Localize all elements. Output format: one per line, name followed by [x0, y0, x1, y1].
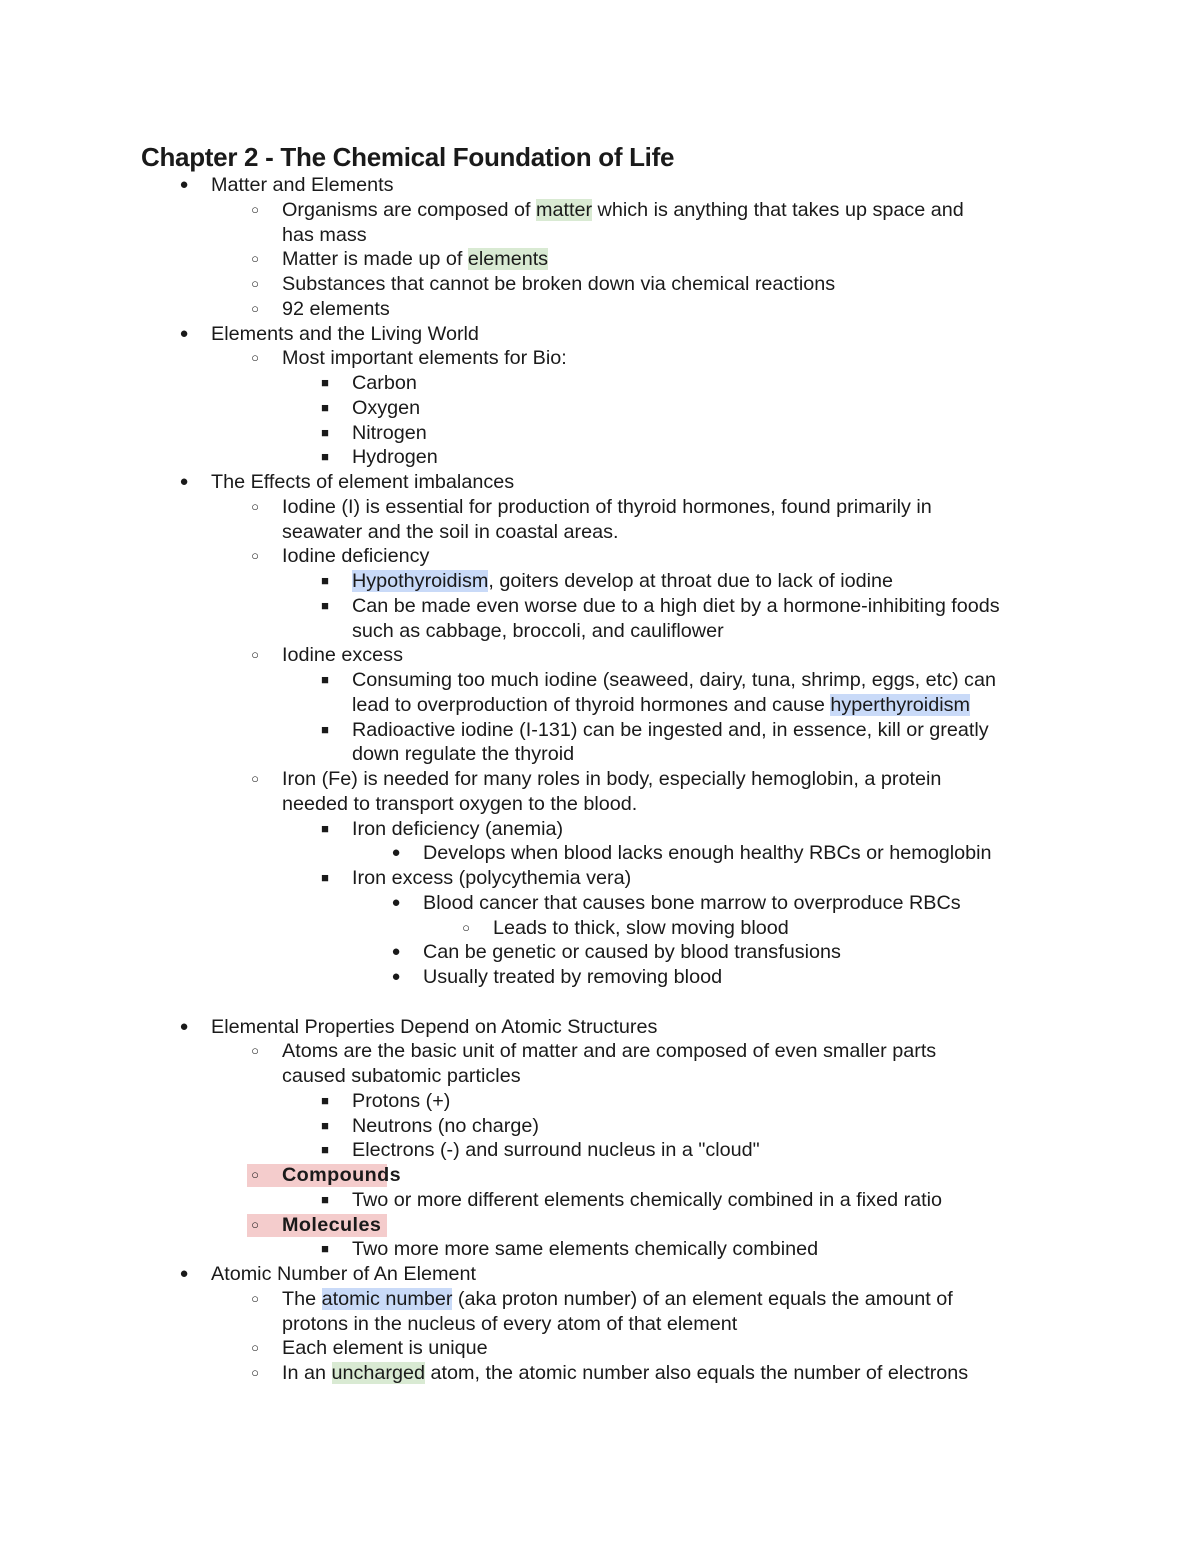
text-segment: seawater and the soil in coastal areas. [282, 520, 619, 543]
text-segment: Develops when blood lacks enough healthy RBCs or hemoglobin [423, 842, 992, 865]
outline-item-level-2 [0, 817, 1200, 842]
outline-item-level-2 [0, 866, 1200, 891]
outline-item-level-1 [0, 1312, 1200, 1337]
outline-item-level-2 [0, 1138, 1200, 1163]
outline-item-level-2 [0, 371, 1200, 396]
bullet-disc-icon: ● [391, 968, 401, 985]
bullet-circle-icon: ○ [251, 350, 259, 366]
text-segment: The [282, 1287, 322, 1310]
text-segment: Iodine excess [282, 644, 403, 667]
text-segment: Iodine (I) is essential for production of thyroid hormones, found primarily in [282, 495, 932, 518]
outline-item-level-1 [0, 1361, 1200, 1386]
outline-item-level-1 [0, 1287, 1200, 1312]
bullet-circle-icon: ○ [251, 276, 259, 291]
outline-item-level-0 [0, 322, 1200, 347]
text-segment: Iron (Fe) is needed for many roles in body, especially hemoglobin, a protein [282, 768, 942, 790]
outline-item-level-2 [0, 1089, 1200, 1114]
bullet-disc-icon: ● [179, 176, 189, 193]
highlighted-term: elements [467, 248, 549, 271]
outline-item-level-4 [0, 916, 1200, 941]
page-title: Chapter 2 - The Chemical Foundation of Life [141, 142, 675, 172]
text-segment: such as cabbage, broccoli, and cauliflower [352, 619, 724, 642]
highlighted-term: Hypothyroidism [352, 570, 489, 592]
item-text [423, 965, 722, 990]
outline-item-level-1 [0, 1163, 1200, 1188]
item-text [282, 1039, 936, 1064]
item-text [352, 1138, 760, 1163]
text-segment: In an [282, 1362, 332, 1384]
item-text [493, 916, 789, 941]
outline-item-level-3 [0, 940, 1200, 965]
bullet-square-icon: ■ [321, 375, 329, 390]
bullet-disc-icon: ● [179, 473, 189, 490]
bullet-circle-icon: ○ [251, 1167, 259, 1182]
item-text [352, 1114, 539, 1139]
outline-item-level-1 [0, 792, 1200, 817]
text-segment: Usually treated by removing blood [423, 966, 723, 988]
outline-item-level-1 [0, 247, 1200, 272]
outline-item-level-1 [0, 520, 1200, 545]
text-segment: lead to overproduction of thyroid hormones and cause [352, 693, 831, 716]
bullet-circle-icon: ○ [251, 771, 259, 786]
text-segment: has mass [282, 223, 367, 246]
outline-item-level-1 [0, 495, 1200, 520]
outline-item-level-1 [0, 544, 1200, 569]
bullet-circle-icon: ○ [251, 201, 259, 217]
bullet-disc-icon: ● [179, 1265, 189, 1282]
outline-item-level-1 [0, 643, 1200, 668]
outline-item-level-1 [0, 1064, 1200, 1089]
outline-item-level-2 [0, 445, 1200, 470]
item-text [423, 841, 992, 866]
outline-item-level-2 [0, 668, 1200, 693]
outline-item-level-0 [0, 173, 1200, 198]
item-text [282, 223, 367, 248]
item-text [211, 1262, 476, 1287]
text-segment: Elements and the Living World [211, 322, 479, 345]
text-segment: atom, the atomic number also equals the number of electrons [425, 1362, 969, 1384]
item-text [352, 421, 427, 446]
highlighted-term: matter [535, 198, 593, 221]
outline-item-level-0 [0, 1015, 1200, 1040]
text-segment: Iron deficiency (anemia) [352, 817, 564, 840]
item-text [282, 1361, 968, 1386]
outline-item-level-0 [0, 470, 1200, 495]
text-segment: down regulate the thyroid [352, 743, 575, 766]
bold-term: Molecules [282, 1213, 382, 1236]
text-segment: Can be made even worse due to a high diet by a hormone-inhibiting foods [352, 594, 1000, 617]
item-text [282, 1287, 953, 1312]
item-text [423, 891, 961, 916]
bullet-square-icon: ■ [321, 1191, 329, 1207]
bullet-circle-icon: ○ [251, 1340, 259, 1356]
text-segment: Protons (+) [352, 1089, 451, 1112]
item-text [352, 1188, 942, 1213]
text-segment: Can be genetic or caused by blood transfusions [423, 941, 841, 964]
item-text [282, 346, 567, 371]
outline-item-level-2 [0, 594, 1200, 619]
notes-outline [0, 173, 1200, 1386]
item-text [352, 396, 420, 421]
item-text [282, 1213, 381, 1238]
outline-item-level-1 [0, 1336, 1200, 1361]
item-text [282, 1163, 401, 1188]
text-segment: Radioactive iodine (I-131) can be ingested and, in essence, kill or greatly [352, 718, 989, 741]
bullet-square-icon: ■ [321, 672, 329, 687]
text-segment: Two or more different elements chemically combined in a fixed ratio [352, 1188, 943, 1211]
outline-item-level-1 [0, 297, 1200, 322]
item-text [282, 495, 932, 520]
bullet-square-icon: ■ [321, 573, 329, 588]
item-text [282, 297, 390, 322]
bullet-circle-icon: ○ [251, 498, 259, 514]
outline-item-level-2 [0, 421, 1200, 446]
item-text [282, 544, 429, 569]
bullet-square-icon: ■ [321, 1117, 329, 1133]
item-text [282, 1064, 521, 1089]
text-segment: Atoms are the basic unit of matter and are composed of even smaller parts [282, 1040, 937, 1063]
bullet-disc-icon: ● [391, 893, 401, 911]
outline-item-level-1 [0, 1039, 1200, 1064]
text-segment: Elemental Properties Depend on Atomic Structures [211, 1015, 658, 1038]
text-segment: Matter and Elements [211, 174, 394, 196]
item-text [282, 643, 403, 668]
bullet-circle-icon: ○ [251, 1216, 259, 1232]
item-text [352, 371, 417, 396]
bullet-square-icon: ■ [321, 1142, 329, 1158]
bullet-square-icon: ■ [321, 820, 329, 836]
bullet-disc-icon: ● [179, 324, 189, 342]
bullet-square-icon: ■ [321, 721, 329, 737]
outline-item-level-3 [0, 891, 1200, 916]
bullet-circle-icon: ○ [251, 1043, 259, 1059]
text-segment: caused subatomic particles [282, 1065, 521, 1087]
text-segment: protons in the nucleus of every atom of that element [282, 1312, 738, 1335]
bullet-square-icon: ■ [321, 399, 329, 415]
text-segment: Carbon [352, 372, 417, 394]
item-text [352, 693, 970, 718]
item-text [211, 470, 514, 495]
item-text [282, 198, 964, 223]
item-text [282, 792, 637, 817]
text-segment: Most important elements for Bio: [282, 347, 567, 370]
text-segment: (aka proton number) of an element equals the amount of [452, 1287, 953, 1310]
item-text [352, 1237, 818, 1262]
bullet-circle-icon: ○ [251, 548, 259, 564]
item-text [352, 866, 631, 891]
text-segment: 92 elements [282, 297, 390, 320]
item-text [352, 569, 893, 594]
outline-item-level-1 [0, 223, 1200, 248]
outline-item-level-1 [0, 767, 1200, 792]
highlighted-term: hyperthyroidism [830, 693, 970, 716]
item-text [352, 1089, 450, 1114]
text-segment: Nitrogen [352, 421, 427, 444]
item-text [282, 767, 941, 792]
outline-item-level-2 [0, 1188, 1200, 1213]
text-segment: Atomic Number of An Element [211, 1263, 476, 1285]
item-text [282, 272, 835, 297]
item-text [211, 1015, 657, 1040]
outline-item-level-3 [0, 841, 1200, 866]
bullet-square-icon: ■ [321, 1241, 329, 1257]
item-text [352, 619, 724, 644]
text-segment: Iodine deficiency [282, 545, 430, 568]
outline-item-level-1 [0, 1213, 1200, 1238]
text-segment: Two more more same elements chemically combined [352, 1238, 819, 1261]
bullet-disc-icon: ● [391, 844, 401, 862]
highlighted-term: atomic number [321, 1287, 453, 1310]
text-segment: Each element is unique [282, 1337, 488, 1360]
outline-item-level-1 [0, 346, 1200, 371]
outline-item-level-1 [0, 198, 1200, 223]
item-text [352, 594, 1000, 619]
highlighted-term: uncharged [331, 1362, 425, 1384]
outline-item-level-2 [0, 1237, 1200, 1262]
item-text [282, 1336, 488, 1361]
text-segment: Matter is made up of [282, 248, 468, 271]
item-text [282, 1312, 737, 1337]
item-text [282, 247, 548, 272]
text-segment: Substances that cannot be broken down via chemical reactions [282, 273, 836, 295]
bullet-disc-icon: ● [391, 943, 401, 961]
outline-item-level-2 [0, 742, 1200, 767]
outline-item-level-2 [0, 619, 1200, 644]
text-segment: Hydrogen [352, 446, 438, 469]
item-text [352, 742, 574, 767]
outline-item-level-2 [0, 693, 1200, 718]
text-segment: Leads to thick, slow moving blood [493, 916, 789, 939]
bullet-square-icon: ■ [321, 597, 329, 613]
bullet-circle-icon: ○ [251, 1290, 259, 1306]
bullet-circle-icon: ○ [251, 300, 259, 316]
item-text [282, 520, 618, 545]
outline-item-level-3 [0, 965, 1200, 990]
item-text [352, 668, 996, 693]
text-segment: Organisms are composed of [282, 198, 536, 221]
item-text [211, 173, 394, 198]
text-segment: Electrons (-) and surround nucleus in a "cloud" [352, 1139, 760, 1162]
bullet-disc-icon: ● [179, 1017, 189, 1035]
text-segment: which is anything that takes up space and [592, 198, 964, 221]
outline-item-level-1 [0, 272, 1200, 297]
text-segment: Consuming too much iodine (seaweed, dairy, tuna, shrimp, eggs, etc) can [352, 669, 996, 691]
bullet-circle-icon: ○ [251, 647, 259, 663]
text-segment: Iron excess (polycythemia vera) [352, 867, 632, 889]
text-segment: The Effects of element imbalances [211, 471, 515, 493]
bullet-square-icon: ■ [321, 449, 329, 465]
item-text [352, 718, 989, 743]
text-segment: Neutrons (no charge) [352, 1114, 539, 1137]
outline-item-level-2 [0, 569, 1200, 594]
outline-item-level-0 [0, 1262, 1200, 1287]
blank-line [0, 990, 1200, 1015]
text-segment: Blood cancer that causes bone marrow to overproduce RBCs [423, 891, 961, 914]
bullet-circle-icon: ○ [251, 251, 259, 267]
outline-item-level-2 [0, 718, 1200, 743]
bold-term: Compounds [282, 1164, 401, 1186]
outline-item-level-2 [0, 396, 1200, 421]
bullet-circle-icon: ○ [251, 1365, 259, 1380]
text-segment: needed to transport oxygen to the blood. [282, 792, 638, 815]
text-segment: Oxygen [352, 396, 421, 419]
outline-item-level-2 [0, 1114, 1200, 1139]
item-text [352, 445, 438, 470]
item-text [352, 817, 563, 842]
text-segment: , goiters develop at throat due to lack of iodine [488, 570, 894, 592]
item-text [211, 322, 479, 347]
bullet-square-icon: ■ [321, 1092, 329, 1108]
item-text [423, 940, 841, 965]
bullet-square-icon: ■ [321, 424, 329, 440]
bullet-circle-icon: ○ [462, 919, 470, 935]
bullet-square-icon: ■ [321, 870, 329, 885]
